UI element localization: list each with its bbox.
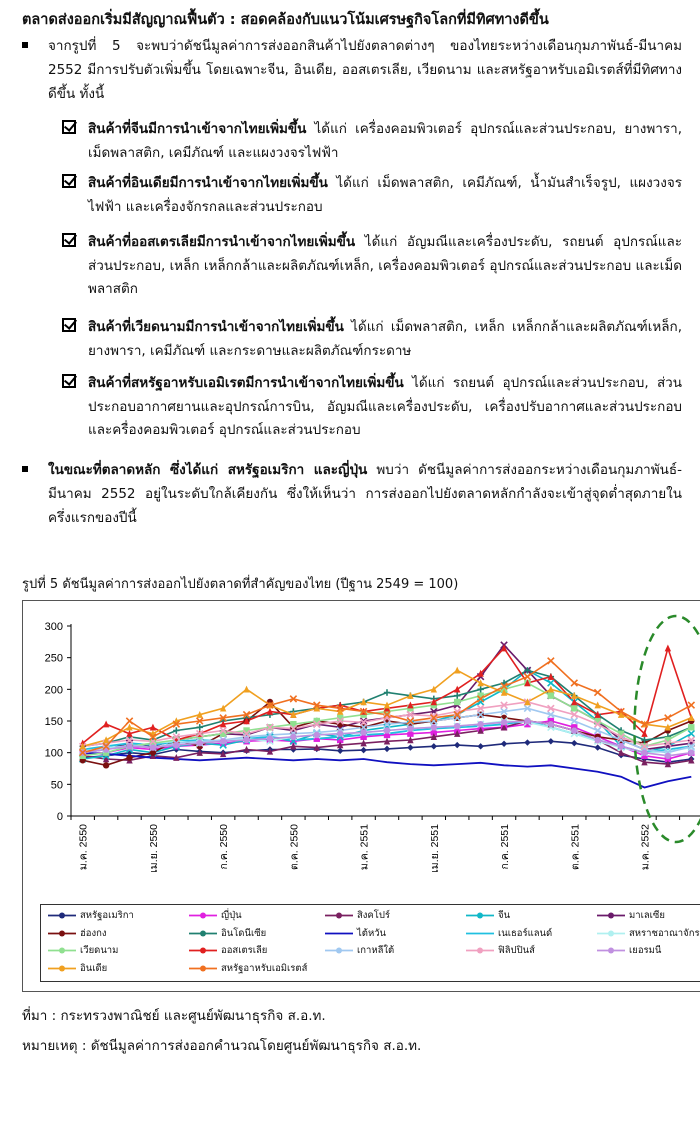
data-point bbox=[290, 734, 296, 740]
chart-frame bbox=[22, 600, 700, 992]
data-point bbox=[267, 736, 273, 742]
bullet-paragraph-1 bbox=[22, 34, 682, 106]
section-heading: ตลาดส่งออกเริ่มมีสัญญาณฟื้นตัว : สอดคล้องกับแนวโน้มเศรษฐกิจโลกที่มีทิศทางดีขึ้น bbox=[22, 8, 692, 36]
legend-label: ญี่ปุ่น bbox=[221, 910, 242, 921]
data-point bbox=[571, 680, 577, 686]
x-tick-label: ก.ค. 2550 bbox=[218, 824, 231, 870]
data-point bbox=[477, 686, 483, 692]
x-tick-label: ม.ค. 2551 bbox=[358, 824, 371, 871]
data-point bbox=[594, 727, 600, 733]
legend-label: ฮ่องกง bbox=[80, 927, 107, 939]
check-item-bold: สินค้าที่เวียดนามมีการนำเข้าจากไทยเพิ่มขึ้น bbox=[88, 319, 344, 335]
y-tick-label: 300 bbox=[44, 621, 63, 633]
data-point bbox=[524, 739, 530, 745]
data-point bbox=[618, 743, 624, 749]
data-point bbox=[665, 753, 671, 759]
legend-swatch-marker bbox=[59, 913, 65, 919]
data-point bbox=[548, 658, 554, 664]
chart-legend bbox=[40, 904, 700, 982]
figure-caption: รูปที่ 5 ดัชนีมูลค่าการส่งออกไปยังตลาดที่สำคัญของไทย (ปีฐาน 2549 = 100) bbox=[22, 577, 459, 592]
data-point bbox=[384, 727, 390, 733]
legend-swatch-marker bbox=[200, 930, 206, 936]
check-item-australia bbox=[62, 231, 682, 302]
data-point bbox=[337, 730, 343, 736]
data-point bbox=[173, 742, 179, 748]
data-point bbox=[571, 727, 577, 733]
legend-swatch-marker bbox=[59, 930, 65, 936]
check-item-text: ได้แก่ อัญมณีและเครื่องประดับ, รถยนต์ อุปกรณ์และส่วนประกอบ, เหล็ก เหล็กกล้าและผลิตภัณฑ์เหล็ก, เครื่องคอมพิวเตอร์ อุปกรณ์และส่วนประกอบ และเม็ดพลาสติก bbox=[88, 234, 682, 297]
data-point bbox=[384, 689, 390, 695]
x-tick-label: ม.ค. 2550 bbox=[77, 824, 90, 871]
data-point bbox=[103, 762, 109, 768]
legend-swatch bbox=[188, 909, 218, 922]
data-point bbox=[360, 747, 366, 753]
source-note: ที่มา : กระทรวงพาณิชย์ และศูนย์พัฒนาธุรกิจ ส.อ.ท. bbox=[22, 1008, 326, 1024]
y-tick-label: 200 bbox=[44, 684, 63, 697]
legend-swatch bbox=[188, 962, 218, 975]
data-point bbox=[571, 740, 577, 746]
checkbox-icon bbox=[62, 233, 76, 247]
legend-swatch-marker bbox=[477, 948, 483, 954]
line-chart bbox=[23, 601, 700, 901]
legend-swatch-marker bbox=[336, 948, 342, 954]
data-point bbox=[501, 719, 507, 725]
data-point bbox=[220, 738, 226, 744]
legend-swatch-marker bbox=[477, 913, 483, 919]
legend-swatch-marker bbox=[200, 965, 206, 971]
data-point bbox=[594, 689, 600, 695]
legend-swatch-marker bbox=[200, 948, 206, 954]
bullet-square-icon bbox=[22, 42, 28, 48]
check-item-bold: สินค้าที่อินเดียมีการนำเข้าจากไทยเพิ่มขึ้น bbox=[88, 175, 328, 191]
check-item-china bbox=[62, 118, 682, 165]
legend-label: สหราชอาณาจักร bbox=[629, 927, 700, 939]
bullet-1-text: จากรูปที่ 5 จะพบว่าดัชนีมูลค่าการส่งออกสินค้าไปยังตลาดต่างๆ ของไทยระหว่างเดือนกุมภาพันธ์-มีนาคม 2552 มีการปรับตัวเพิ่มขึ้น โดยเฉพาะจีน, อินเดีย, ออสเตรเลีย, เวียดนาม และสหรัฐอาหรับเอมิเรตส์ที่มีทิศทางดีขึ้น ทั้งนี้ bbox=[48, 38, 682, 102]
y-tick-label: 50 bbox=[50, 779, 63, 792]
legend-label: อินโดนีเซีย bbox=[221, 927, 267, 939]
check-item-uae bbox=[62, 372, 682, 443]
legend-label: ฟิลิปปินส์ bbox=[498, 945, 535, 956]
legend-swatch bbox=[47, 944, 77, 957]
data-point bbox=[477, 743, 483, 749]
data-point bbox=[501, 741, 507, 747]
y-tick-label: 250 bbox=[44, 652, 63, 665]
data-point bbox=[407, 744, 413, 750]
data-point bbox=[688, 702, 694, 708]
legend-label: อินเดีย bbox=[80, 962, 108, 974]
data-point bbox=[243, 686, 249, 693]
data-point bbox=[150, 744, 156, 750]
checkbox-icon bbox=[62, 374, 76, 388]
legend-label: จีน bbox=[498, 910, 511, 921]
y-tick-label: 150 bbox=[44, 716, 63, 728]
checkbox-icon bbox=[62, 318, 76, 332]
check-item-text: ได้แก่ เม็ดพลาสติก, เหล็ก เหล็กกล้าและผลิตภัณฑ์เหล็ก, ยางพารา, เคมีภัณฑ์ และกระดาษและผลิตภัณฑ์กระดาษ bbox=[88, 319, 682, 359]
checkbox-icon bbox=[62, 120, 76, 134]
legend-label: สหรัฐอเมริกา bbox=[80, 910, 134, 921]
legend-swatch-marker bbox=[59, 948, 65, 954]
check-item-text: ได้แก่ เม็ดพลาสติก, เคมีภัณฑ์, น้ำมันสำเร็จรูป, แผงวงจรไฟฟ้า และเครื่องจักรกลและส่วนประกอบ bbox=[88, 175, 682, 215]
data-point bbox=[103, 736, 109, 743]
data-point bbox=[548, 680, 554, 686]
data-point bbox=[477, 721, 483, 727]
x-tick-label: ม.ค. 2552 bbox=[639, 824, 652, 871]
legend-swatch bbox=[596, 909, 626, 922]
data-point bbox=[360, 729, 366, 735]
legend-label: เยอรมนี bbox=[629, 945, 662, 956]
data-point bbox=[548, 692, 554, 698]
data-point bbox=[641, 749, 647, 755]
data-point bbox=[524, 673, 530, 679]
bullet-2-bold: ในขณะที่ตลาดหลัก ซึ่งได้แก่ สหรัฐอเมริกา และญี่ปุ่น bbox=[48, 462, 368, 478]
bullet-2-text: พบว่า ดัชนีมูลค่าการส่งออกระหว่างเดือนกุมภาพันธ์-มีนาคม 2552 อยู่ในระดับใกล้เคียงกัน ซึ่งให้เห็นว่า การส่งออกไปยังตลาดหลักกำลังจะเข้าสู่จุดต่ำสุดภายในครึ่งแรกของปีนี้ bbox=[48, 462, 682, 526]
x-tick-label: ต.ค. 2551 bbox=[569, 824, 582, 870]
legend-label: เกาหลีใต้ bbox=[357, 945, 395, 956]
data-point bbox=[454, 723, 460, 729]
x-tick-label: ต.ค. 2550 bbox=[288, 824, 301, 870]
legend-swatch-marker bbox=[336, 913, 342, 919]
data-point bbox=[314, 732, 320, 738]
data-point bbox=[594, 744, 600, 750]
data-point bbox=[126, 724, 132, 731]
data-point bbox=[454, 686, 460, 693]
legend-swatch-marker bbox=[59, 965, 65, 971]
bullet-paragraph-2 bbox=[22, 458, 682, 530]
legend-swatch bbox=[465, 927, 495, 940]
data-point bbox=[548, 738, 554, 744]
check-item-bold: สินค้าที่ออสเตรเลียมีการนำเข้าจากไทยเพิ่มขึ้น bbox=[88, 234, 356, 250]
data-point bbox=[126, 743, 132, 749]
legend-swatch bbox=[596, 944, 626, 957]
x-tick-label: ก.ค. 2551 bbox=[499, 824, 512, 870]
legend-label: มาเลเซีย bbox=[629, 910, 665, 921]
data-point bbox=[384, 746, 390, 752]
x-tick-label: เม.ย. 2550 bbox=[147, 824, 160, 873]
check-item-text: ได้แก่ เครื่องคอมพิวเตอร์ อุปกรณ์และส่วนประกอบ, ยางพารา, เม็ดพลาสติก, เคมีภัณฑ์ และแผงวงจรไฟฟ้า bbox=[88, 121, 682, 161]
legend-swatch bbox=[324, 927, 354, 940]
data-point bbox=[454, 667, 460, 674]
data-point bbox=[688, 724, 694, 730]
data-point bbox=[337, 748, 343, 754]
check-item-bold: สินค้าที่สหรัฐอาหรับเอมิเรตมีการนำเข้าจากไทยเพิ่มขึ้น bbox=[88, 375, 404, 391]
data-point bbox=[454, 692, 460, 698]
legend-swatch bbox=[596, 927, 626, 940]
check-item-text: ได้แก่ รถยนต์ อุปกรณ์และส่วนประกอบ, ส่วนประกอบอากาศยานและอุปกรณ์การบิน, อัญมณีและเครื่องประดับ, เครื่องปรับอากาศและส่วนประกอบ และครื่องคอมพิวเตอร์ อุปกรณ์และส่วนประกอบ bbox=[88, 375, 682, 438]
legend-swatch-marker bbox=[200, 913, 206, 919]
data-point bbox=[197, 740, 203, 746]
legend-swatch bbox=[465, 944, 495, 957]
legend-swatch bbox=[188, 944, 218, 957]
y-tick-label: 100 bbox=[44, 747, 63, 760]
data-point bbox=[665, 644, 671, 651]
remark-note: หมายเหตุ : ดัชนีมูลค่าการส่งออกคำนวณโดยศูนย์พัฒนาธุรกิจ ส.อ.ท. bbox=[22, 1038, 422, 1054]
data-point bbox=[197, 724, 203, 730]
legend-swatch-marker bbox=[608, 930, 614, 936]
data-point bbox=[103, 720, 109, 727]
legend-swatch-marker bbox=[608, 913, 614, 919]
data-point bbox=[688, 714, 694, 721]
legend-swatch bbox=[324, 944, 354, 957]
legend-label: สิงคโปร์ bbox=[357, 910, 391, 921]
data-point bbox=[454, 699, 460, 705]
data-point bbox=[688, 730, 694, 736]
check-item-bold: สินค้าที่จีนมีการนำเข้าจากไทยเพิ่มขึ้น bbox=[88, 121, 307, 137]
data-point bbox=[594, 737, 600, 743]
data-point bbox=[548, 721, 554, 727]
legend-swatch bbox=[188, 927, 218, 940]
data-point bbox=[243, 737, 249, 743]
y-tick-label: 0 bbox=[56, 811, 63, 823]
legend-label: ออสเตรเลีย bbox=[221, 945, 268, 956]
legend-label: ไต้หวัน bbox=[357, 927, 387, 939]
check-item-india bbox=[62, 172, 682, 219]
x-tick-label: เม.ย. 2551 bbox=[428, 824, 441, 873]
legend-swatch bbox=[465, 909, 495, 922]
data-point bbox=[571, 705, 577, 711]
legend-swatch-marker bbox=[608, 948, 614, 954]
legend-swatch bbox=[47, 909, 77, 922]
checkbox-icon bbox=[62, 174, 76, 188]
legend-swatch bbox=[324, 909, 354, 922]
data-point bbox=[524, 718, 530, 724]
data-point bbox=[126, 718, 132, 724]
data-point bbox=[688, 749, 694, 755]
data-point bbox=[407, 725, 413, 731]
data-point bbox=[431, 724, 437, 730]
bullet-square-icon bbox=[22, 466, 28, 472]
legend-label: เนเธอร์แลนด์ bbox=[498, 927, 553, 939]
data-point bbox=[454, 742, 460, 748]
data-point bbox=[173, 727, 179, 733]
legend-swatch bbox=[47, 962, 77, 975]
data-point bbox=[431, 743, 437, 749]
legend-swatch bbox=[47, 927, 77, 940]
data-point bbox=[126, 755, 132, 761]
legend-label: สหรัฐอาหรับเอมิเรตส์ bbox=[221, 962, 308, 974]
legend-label: เวียดนาม bbox=[80, 945, 119, 956]
check-item-vietnam bbox=[62, 316, 682, 363]
